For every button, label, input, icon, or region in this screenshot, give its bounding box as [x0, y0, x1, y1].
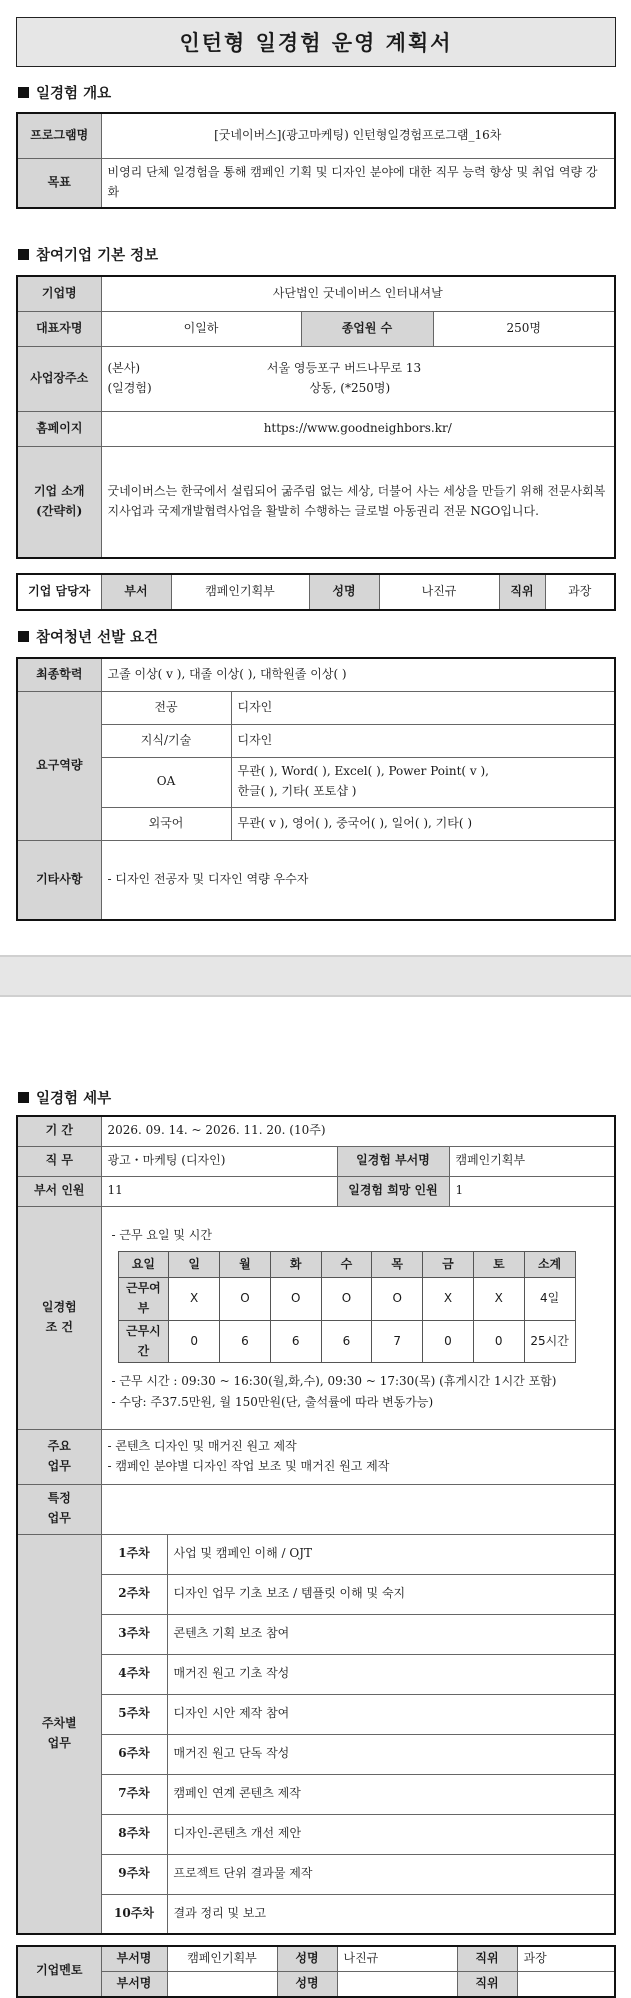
schedule-cell: 6 [321, 1320, 372, 1363]
schedule-cell: 6 [220, 1320, 271, 1363]
company-table [16, 275, 616, 559]
manager-pos-value: 과장 [545, 574, 615, 610]
pay-note: - 수당: 주37.5만원, 월 150만원(단, 출석률에 따라 변동가능) [111, 1394, 434, 1409]
hq-address: 서울 영등포구 버드나무로 13 [266, 360, 422, 375]
manager-label: 기업 담당자 [17, 574, 101, 610]
detail-dept-value: 캠페인기획부 [449, 1146, 615, 1176]
condition-label: 일경험 조 건 [17, 1206, 101, 1429]
schedule-cell: 6 [270, 1320, 321, 1363]
schedule-header-row [118, 1252, 575, 1278]
main-duty-cell [101, 1429, 615, 1484]
staff-count-label: 종업원 수 [301, 311, 433, 346]
week-task: 디자인 업무 기초 보조 / 템플릿 이해 및 숙지 [167, 1574, 615, 1614]
lang-label: 외국어 [101, 807, 231, 840]
schedule-header-cell: 화 [270, 1252, 321, 1278]
special-duty-label: 특정 업무 [17, 1484, 101, 1534]
intro-label: 기업 소개 (간략히) [17, 446, 101, 558]
week-task: 결과 정리 및 보고 [167, 1894, 615, 1934]
week-task: 디자인-콘텐츠 개선 제안 [167, 1814, 615, 1854]
square-bullet-icon [18, 87, 29, 98]
main-duty-label: 주요 업무 [17, 1429, 101, 1484]
page-2 [0, 997, 631, 1995]
mentor-pos-label: 직위 [457, 1946, 517, 1971]
schedule-header-cell: 일 [169, 1252, 220, 1278]
period-value: 2026. 09. 14. ~ 2026. 11. 20. (10주) [101, 1116, 615, 1146]
schedule-cell: X [169, 1278, 220, 1321]
week-label: 9주차 [101, 1854, 167, 1894]
condition-content [102, 1215, 615, 1420]
week-label: 7주차 [101, 1774, 167, 1814]
weekly-duty-label: 주차별 업무 [17, 1534, 101, 1934]
mentor2-pos-label: 직위 [457, 1971, 517, 1996]
condition-heading: - 근무 요일 및 시간 [111, 1227, 212, 1242]
schedule-row-label: 근무여부 [118, 1278, 169, 1321]
week-label: 3주차 [101, 1614, 167, 1654]
program-label: 프로그램명 [17, 113, 101, 158]
hq-address-row [108, 359, 609, 379]
detail-dept-label: 일경험 부서명 [337, 1146, 449, 1176]
period-label: 기 간 [17, 1116, 101, 1146]
schedule-header-cell: 금 [423, 1252, 474, 1278]
oa-value [231, 757, 615, 807]
detail-table [16, 1115, 616, 1935]
goal-value: 비영리 단체 일경험을 통해 캠페인 기획 및 디자인 분야에 대한 직무 능력 향상 및 취업 역량 강화 [101, 158, 615, 208]
staff-count-value: 250명 [433, 311, 615, 346]
schedule-header-cell: 요일 [118, 1252, 169, 1278]
schedule-header-cell: 소계 [524, 1252, 575, 1278]
mentor-label: 기업멘토 [17, 1946, 101, 1997]
mentor2-pos-value [517, 1971, 615, 1996]
hope-count-label: 일경험 희망 인원 [337, 1176, 449, 1206]
mentor2-name-value [337, 1971, 457, 1996]
square-bullet-icon [18, 1092, 29, 1103]
week-task: 매거진 원고 기초 작성 [167, 1654, 615, 1694]
company-name-value: 사단법인 굿네이버스 인터내셔날 [101, 276, 615, 311]
company-name-label: 기업명 [17, 276, 101, 311]
week-label: 6주차 [101, 1734, 167, 1774]
schedule-header-cell: 목 [372, 1252, 423, 1278]
etc-value: - 디자인 전공자 및 디자인 역량 우수자 [101, 840, 615, 920]
oa-label: OA [101, 757, 231, 807]
special-duty-value [101, 1484, 615, 1534]
schedule-cell: 0 [423, 1320, 474, 1363]
section-requirements-title: 참여청년 선발 요건 [36, 629, 159, 646]
intro-value: 굿네이버스는 한국에서 설립되어 굶주림 없는 세상, 더불어 사는 세상을 만들기 위해 전문사회복지사업과 국제개발협력사업을 활발히 수행하는 글로벌 아동권리 전문 NGO입니다. [101, 446, 615, 558]
schedule-cell: 7 [372, 1320, 423, 1363]
work-address-row [108, 379, 609, 399]
ceo-label: 대표자명 [17, 311, 101, 346]
overview-table [16, 112, 616, 209]
dept-staff-label: 부서 인원 [17, 1176, 101, 1206]
section-overview-heading [18, 82, 111, 103]
week-task: 프로젝트 단위 결과물 제작 [167, 1854, 615, 1894]
section-requirements-heading [18, 626, 158, 647]
mentor2-dept-label: 부서명 [101, 1971, 167, 1996]
etc-label: 기타사항 [17, 840, 101, 920]
section-company-heading [18, 244, 158, 265]
week-task: 콘텐츠 기획 보조 참여 [167, 1614, 615, 1654]
schedule-cell: 4일 [524, 1278, 575, 1321]
schedule-header-cell: 월 [220, 1252, 271, 1278]
manager-dept-value: 캠페인기획부 [171, 574, 309, 610]
manager-name-label: 성명 [309, 574, 379, 610]
program-value: [굿네이버스](광고마케팅) 인턴형일경험프로그램_16차 [101, 113, 615, 158]
oa-value-line-1: 무관( ), Word( ), Excel( ), Power Point( v ), [237, 764, 489, 779]
goal-label: 목표 [17, 158, 101, 208]
document-title: 인턴형 일경험 운영 계획서 [16, 17, 616, 67]
schedule-cell: X [473, 1278, 524, 1321]
page-separator [0, 955, 631, 997]
main-duty-line-1: - 콘텐츠 디자인 및 매거진 원고 제작 [107, 1438, 297, 1453]
homepage-label: 홈페이지 [17, 411, 101, 446]
section-company-title: 참여기업 기본 정보 [36, 247, 159, 264]
page-1 [0, 0, 631, 955]
schedule-hours-row [118, 1320, 575, 1363]
week-task: 디자인 시안 제작 참여 [167, 1694, 615, 1734]
hq-tag: (본사) [107, 360, 141, 375]
section-overview-title: 일경험 개요 [36, 85, 112, 102]
oa-value-line-2: 한글( ), 기타( 포토샵 ) [237, 784, 357, 798]
schedule-cell: 25시간 [524, 1320, 575, 1363]
major-label: 전공 [101, 691, 231, 724]
week-task: 캠페인 연계 콘텐츠 제작 [167, 1774, 615, 1814]
schedule-table [118, 1251, 576, 1363]
work-tag: (일경험) [107, 380, 152, 395]
schedule-header-cell: 수 [321, 1252, 372, 1278]
edu-label: 최종학력 [17, 658, 101, 691]
manager-pos-label: 직위 [499, 574, 545, 610]
job-label: 직 무 [17, 1146, 101, 1176]
week-task: 사업 및 캠페인 이해 / OJT [167, 1534, 615, 1574]
skill-value: 디자인 [231, 724, 615, 757]
main-duty-line-2: - 캠페인 분야별 디자인 작업 보조 및 매거진 원고 제작 [107, 1458, 390, 1473]
week-label: 8주차 [101, 1814, 167, 1854]
schedule-cell: X [423, 1278, 474, 1321]
week-label: 10주차 [101, 1894, 167, 1934]
manager-name-value: 나진규 [379, 574, 499, 610]
schedule-cell: O [321, 1278, 372, 1321]
mentor-dept-label: 부서명 [101, 1946, 167, 1971]
mentor-name-label: 성명 [277, 1946, 337, 1971]
mentor-name-value: 나진규 [337, 1946, 457, 1971]
week-label: 2주차 [101, 1574, 167, 1614]
week-task: 매거진 원고 단독 작성 [167, 1734, 615, 1774]
square-bullet-icon [18, 249, 29, 260]
work-address: 상동, (*250명) [309, 380, 391, 395]
ceo-value: 이일하 [101, 311, 301, 346]
job-value: 광고・마케팅 (디자인) [101, 1146, 337, 1176]
address-cell [101, 346, 615, 411]
edu-value: 고졸 이상( v ), 대졸 이상( ), 대학원졸 이상( ) [101, 658, 615, 691]
requirements-table [16, 657, 616, 921]
section-detail-title: 일경험 세부 [36, 1090, 112, 1107]
schedule-cell: 0 [473, 1320, 524, 1363]
week-label: 4주차 [101, 1654, 167, 1694]
mentor-table [16, 1945, 616, 1998]
condition-cell [101, 1206, 615, 1429]
major-value: 디자인 [231, 691, 615, 724]
week-label: 1주차 [101, 1534, 167, 1574]
schedule-header-cell: 토 [473, 1252, 524, 1278]
mentor2-dept-value [167, 1971, 277, 1996]
schedule-row-label: 근무시간 [118, 1320, 169, 1363]
schedule-work-row [118, 1278, 575, 1321]
mentor-pos-value: 과장 [517, 1946, 615, 1971]
work-time-note: - 근무 시간 : 09:30 ~ 16:30(월,화,수), 09:30 ~ 17:30(목) (휴게시간 1시간 포함) [111, 1374, 557, 1389]
manager-table [16, 573, 616, 611]
schedule-cell: O [270, 1278, 321, 1321]
competency-label: 요구역량 [17, 691, 101, 840]
schedule-cell: 0 [169, 1320, 220, 1363]
section-detail-heading [18, 1087, 111, 1108]
schedule-cell: O [372, 1278, 423, 1321]
lang-value: 무관( v ), 영어( ), 중국어( ), 일어( ), 기타( ) [231, 807, 615, 840]
mentor2-name-label: 성명 [277, 1971, 337, 1996]
homepage-link[interactable]: https://www.goodneighbors.kr/ [101, 411, 615, 446]
skill-label: 지식/기술 [101, 724, 231, 757]
square-bullet-icon [18, 631, 29, 642]
dept-staff-value: 11 [101, 1176, 337, 1206]
schedule-cell: O [220, 1278, 271, 1321]
manager-dept-label: 부서 [101, 574, 171, 610]
address-label: 사업장주소 [17, 346, 101, 411]
week-label: 5주차 [101, 1694, 167, 1734]
hope-count-value: 1 [449, 1176, 615, 1206]
mentor-dept-value: 캠페인기획부 [167, 1946, 277, 1971]
